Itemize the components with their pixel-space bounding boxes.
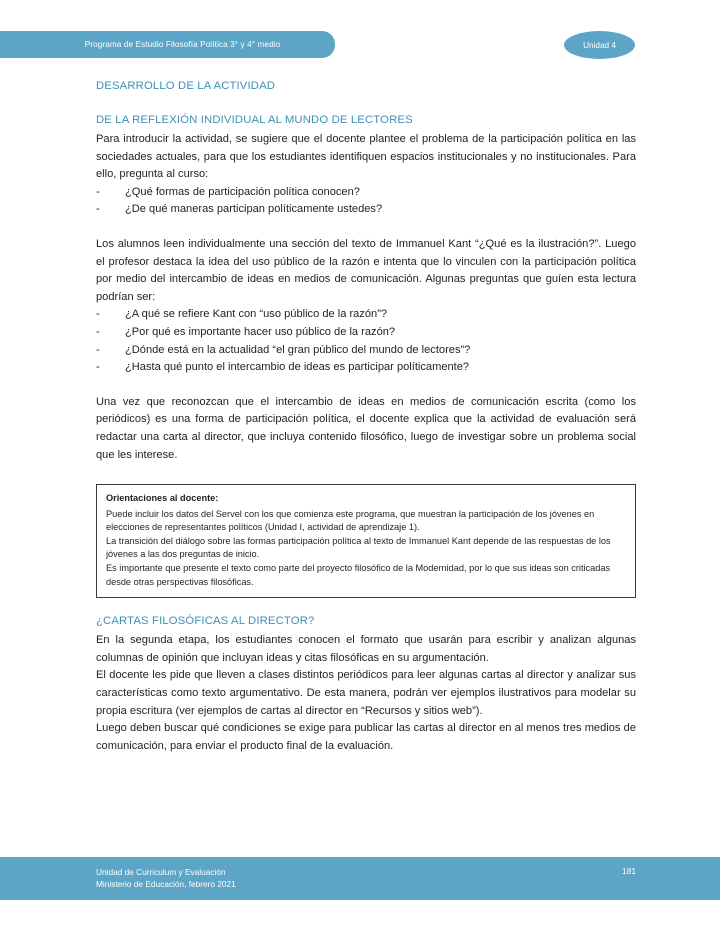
unit-badge: [564, 31, 635, 59]
dash-marker-icon: -: [96, 308, 100, 321]
list-item: [96, 184, 636, 202]
paragraph-letters-3: Luego deben buscar qué condiciones se exige para publicar las cartas al director en al menos tres medios de comunicación, para enviar el producto final de la evaluación.: [96, 722, 636, 752]
list-item-label: ¿Dónde está en la actualidad “el gran público del mundo de lectores”?: [125, 343, 471, 356]
footer-line-2: Ministerio de Educación, febrero 2021: [96, 879, 236, 890]
dash-marker-icon: -: [96, 361, 100, 374]
dash-marker-icon: -: [96, 325, 100, 338]
spacer: [96, 598, 636, 615]
paragraph-letters-1: En la segunda etapa, los estudiantes conocen el formato que usarán para escribir y analizan algunas columnas de opinión que incluyan ideas y citas filosóficas en su argumentación.: [96, 634, 636, 664]
list-item-label: ¿De qué maneras participan políticamente ustedes?: [125, 203, 383, 216]
teacher-guidance-box: [96, 484, 636, 598]
teacher-guidance-title: Orientaciones al docente:: [106, 493, 219, 504]
dash-marker-icon: -: [96, 343, 100, 356]
heading-reflection-section: DE LA REFLEXIÓN INDIVIDUAL AL MUNDO DE LECTORES: [96, 114, 413, 126]
header-program-label: Programa de Estudio Filosofía Política 3° y 4° medio: [84, 40, 281, 49]
dash-marker-icon: -: [96, 203, 100, 216]
paragraph-kant: Los alumnos leen individualmente una sección del texto de Immanuel Kant “¿Qué es la ilustración?”. Luego el profesor destaca la idea del uso público de la razón e intenta que lo vinculen con la participación política por medio del intercambio de ideas en medios de comunicación. Algunas preguntas que guíen esta lectura podrían ser:: [96, 237, 636, 303]
list-item-label: ¿Por qué es importante hacer uso público de la razón?: [125, 325, 396, 338]
teacher-guidance-paragraph: Es importante que presente el texto como parte del proyecto filosófico de la Modernidad, por lo que sus ideas son criticadas desde otras perspectivas filosóficas.: [106, 562, 611, 587]
page-content: [96, 80, 636, 755]
paragraph-letters-2: El docente les pide que lleven a clases distintos periódicos para leer algunas cartas al director y analizar sus características como texto argumentativo. De esta manera, podrán ver ejemplos ilustrativos para modelar su propia escritura (ver ejemplos de cartas al director en “Recursos y sitios web”).: [96, 669, 636, 717]
spacer: [96, 219, 636, 236]
unit-badge-label: Unidad 4: [583, 40, 616, 50]
teacher-guidance-paragraph: La transición del diálogo sobre las formas participación política al texto de Immanuel Kant depende de las respuestas de los jóvenes a las dos preguntas de inicio.: [106, 535, 611, 560]
list-item: [96, 359, 636, 377]
list-item: [96, 342, 636, 360]
spacer: [96, 464, 636, 484]
list-item-label: ¿Qué formas de participación política conocen?: [125, 185, 360, 198]
footer-page-number: 181: [622, 866, 636, 876]
header-program-band: [0, 31, 335, 58]
footer-line-1: Unidad de Curriculum y Evaluación: [96, 867, 226, 877]
spacer: [96, 377, 636, 394]
heading-letters-section: ¿CARTAS FILOSÓFICAS AL DIRECTOR?: [96, 615, 315, 628]
list-intro-questions: [96, 184, 636, 219]
list-item: [96, 201, 636, 219]
list-item-label: ¿Hasta qué punto el intercambio de ideas es participar políticamente?: [125, 361, 470, 374]
paragraph-evaluation: Una vez que reconozcan que el intercambio de ideas en medios de comunicación escrita (como los periódicos) es una forma de participación política, el docente explica que la actividad de evaluación será redactar una carta al director, que incluya contenido filosófico, luego de investigar sobre un problema social que les interese.: [96, 395, 636, 461]
list-kant-questions: [96, 306, 636, 376]
dash-marker-icon: -: [96, 185, 100, 198]
paragraph-intro: Para introducir la actividad, se sugiere que el docente plantee el problema de la participación política en las sociedades actuales, para que los estudiantes identifiquen espacios institucionales y no institucionales. Para ello, pregunta al curso:: [96, 133, 636, 181]
heading-activity-development: DESARROLLO DE LA ACTIVIDAD: [96, 80, 276, 92]
list-item: [96, 306, 636, 324]
teacher-guidance-paragraph: Puede incluir los datos del Servel con los que comienza este programa, que muestran la participación de los jóvenes en elecciones de representantes políticos (Unidad I, actividad de aprendizaje 1).: [106, 508, 595, 533]
list-item: [96, 324, 636, 342]
list-item-label: ¿A qué se refiere Kant con “uso público de la razón”?: [125, 308, 388, 321]
